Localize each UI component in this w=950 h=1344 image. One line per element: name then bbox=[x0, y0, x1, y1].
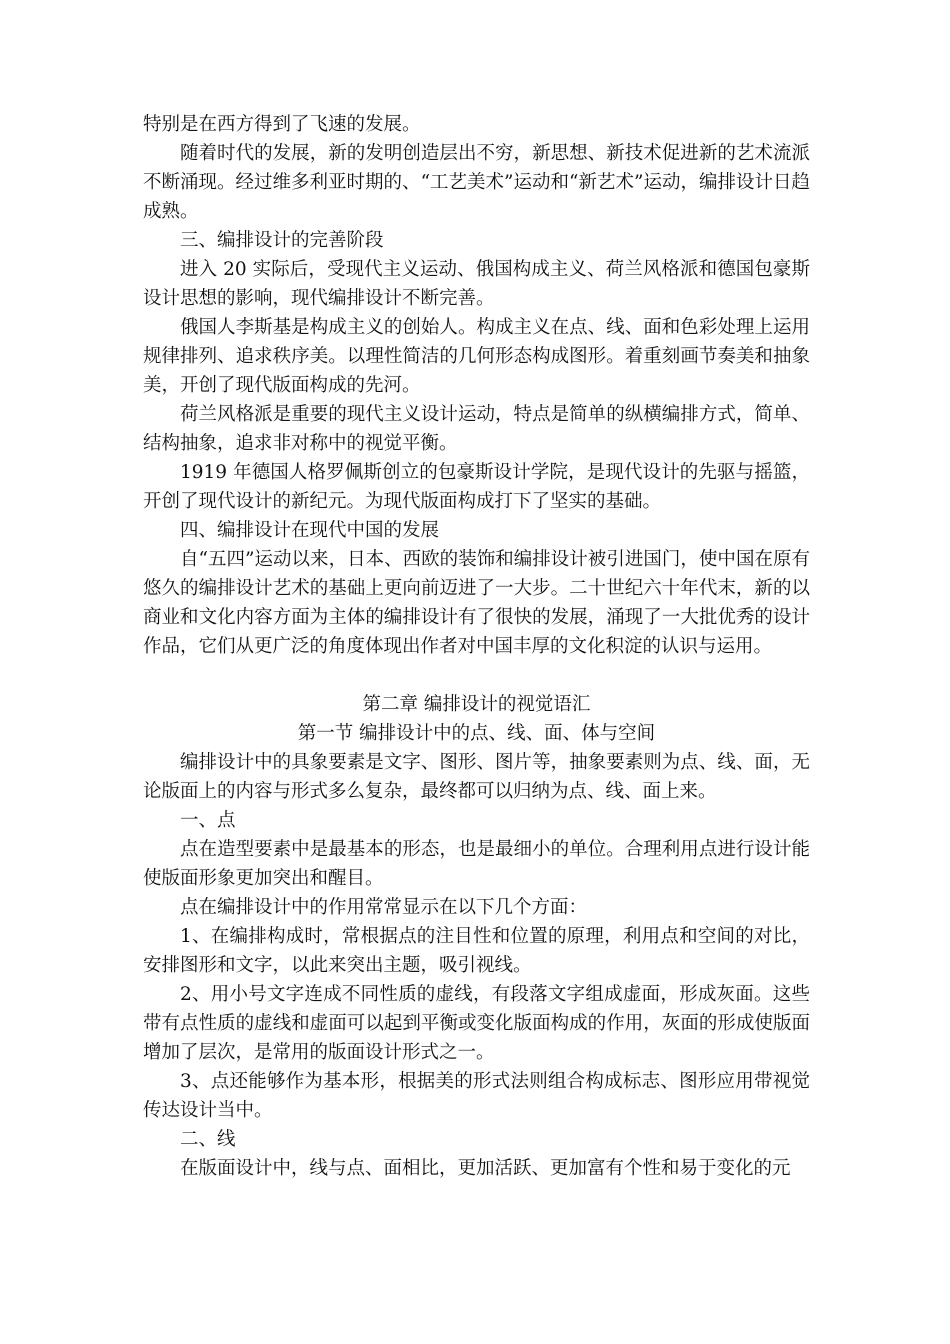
paragraph-continuation: 特别是在西方得到了飞速的发展。 bbox=[143, 114, 421, 135]
section-heading-3: 三、编排设计的完善阶段 bbox=[180, 230, 384, 251]
paragraph-point-role-1: 1、在编排构成时，常根据点的注目性和位置的原理，利用点和空间的对比，安排图形和文字，以此来突出主题，吸引视线。 bbox=[143, 926, 810, 976]
paragraph-de-stijl: 荷兰风格派是重要的现代主义设计运动，特点是简单的纵横编排方式，简单、结构抽象，追求非对称中的视觉平衡。 bbox=[143, 404, 810, 454]
paragraph-20th-century: 进入 20 实际后，受现代主义运动、俄国构成主义、荷兰风格派和德国包豪斯设计思想的影响，现代编排设计不断完善。 bbox=[143, 259, 810, 309]
paragraph-arts-crafts: 随着时代的发展，新的发明创造层出不穷，新思想、新技术促进新的艺术流派不断涌现。经过维多利亚时期的、“工艺美术”运动和“新艺术”运动，编排设计日趋成熟。 bbox=[143, 143, 810, 222]
paragraph-constructivism: 俄国人李斯基是构成主义的创始人。构成主义在点、线、面和色彩处理上运用规律排列、追求秩序美。以理性简洁的几何形态构成图形。着重刻画节奏美和抽象美，开创了现代版面构成的先河。 bbox=[143, 317, 810, 396]
subheading-line: 二、线 bbox=[180, 1129, 236, 1150]
paragraph-point-roles-intro: 点在编排设计中的作用常常显示在以下几个方面： bbox=[180, 897, 588, 918]
chapter-title: 第二章 编排设计的视觉语汇 bbox=[362, 694, 591, 715]
section-title: 第一节 编排设计中的点、线、面、体与空间 bbox=[297, 723, 656, 744]
subheading-point: 一、点 bbox=[180, 810, 236, 831]
paragraph-bauhaus: 1919 年德国人格罗佩斯创立的包豪斯设计学院，是现代设计的先驱与摇篮，开创了现代设计的新纪元。为现代版面构成打下了坚实的基础。 bbox=[143, 462, 810, 512]
paragraph-point-role-2: 2、用小号文字连成不同性质的虚线，有段落文字组成虚面，形成灰面。这些带有点性质的虚线和虚面可以起到平衡或变化版面构成的作用，灰面的形成使版面增加了层次，是常用的版面设计形式之一。 bbox=[143, 984, 810, 1063]
section-heading-4: 四、编排设计在现代中国的发展 bbox=[180, 520, 440, 541]
chapter-spacer bbox=[143, 661, 810, 690]
paragraph-elements-intro: 编排设计中的具象要素是文字、图形、图片等，抽象要素则为点、线、面，无论版面上的内容与形式多么复杂，最终都可以归纳为点、线、面上来。 bbox=[143, 752, 810, 802]
paragraph-point-definition: 点在造型要素中是最基本的形态，也是最细小的单位。合理利用点进行设计能使版面形象更加突出和醒目。 bbox=[143, 839, 810, 889]
paragraph-line-intro: 在版面设计中，线与点、面相比，更加活跃、更加富有个性和易于变化的元 bbox=[180, 1158, 791, 1179]
paragraph-china-development: 自“五四”运动以来，日本、西欧的装饰和编排设计被引进国门，使中国在原有悠久的编排设计艺术的基础上更向前迈进了一大步。二十世纪六十年代末，新的以商业和文化内容方面为主体的编排设计有了很快的发展，涌现了一大批优秀的设计作品，它们从更广泛的角度体现出作者对中国丰厚的文化积淀的认识与运用。 bbox=[143, 549, 810, 657]
paragraph-point-role-3: 3、点还能够作为基本形，根据美的形式法则组合构成标志、图形应用带视觉传达设计当中。 bbox=[143, 1071, 810, 1121]
